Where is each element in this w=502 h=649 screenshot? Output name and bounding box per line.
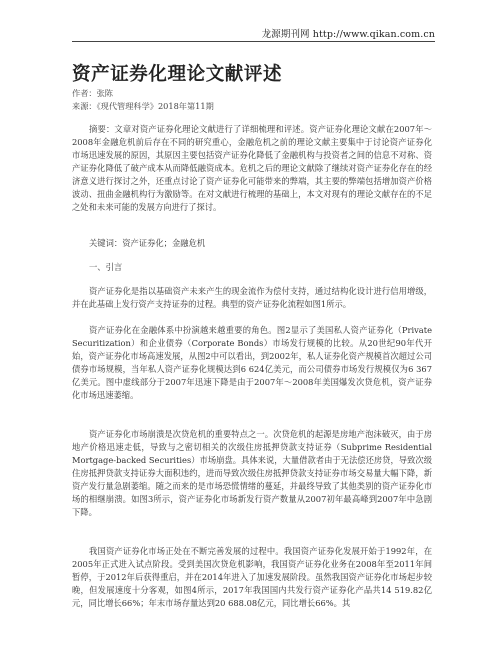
keywords-line: 关键词：资产证券化；金融危机	[89, 238, 206, 248]
body-paragraph-1: 资产证券化是指以基础资产未来产生的现金流作为偿付支持，通过结构化设计进行信用增级，并在此基础上发行资产支持证券的过程。典型的资产证券化流程如图1所示。	[72, 286, 432, 309]
source-line: 来源：《现代管理科学》2018年第11期	[72, 101, 214, 111]
body-paragraph-3: 资产证券化市场崩溃是次贷危机的重要特点之一。次贷危机的起源是房地产泡沫破灭，由于房地产价格迅速走低，导致与之密切相关的次级住房抵押贷款支持证券（Subprime Residential Mortgage-backed Securities）市场崩盘。具体来说，大量借款者由于无法偿还房贷，导致次级住房抵押贷款支持证券大面积违约，进而导致次级住房抵押贷款支持证券市场交易量大幅下降，新资产发行量急剧萎缩。随之而来的是市场恐慌情绪的蔓延，并最终导致了其他类别的资产证券化市场的相继崩溃。如图3所示，资产证券化市场新发行资产数量从2007初年最高峰到2007年中急剧下降。	[72, 429, 432, 517]
header-divider	[72, 41, 435, 42]
journal-site-header: 龙源期刊网 http://www.qikan.com.cn	[261, 29, 435, 40]
section-heading-introduction: 一、引言	[89, 262, 123, 272]
author-line: 作者：张陈	[72, 88, 113, 98]
body-paragraph-2: 资产证券化在金融体系中扮演越来越重要的角色。图2显示了美国私人资产证券化（Private Securitization）和企业债券（Corporate Bonds）市场发行规模的比较。从20世纪90年代开始，资产证券化市场高速发展，从图2中可以看出，到2002年，私人证券化资产规模首次超过公司债券市场规模，当年私人资产证券化规模达到6 624亿美元，而公司债券市场发行规模仅为6 367亿美元。图中虚线部分于2007年迅速下降是由于2007年～2008年美国爆发次贷危机，资产证券化市场迅速萎缩。	[72, 325, 432, 400]
abstract-paragraph: 摘要：文章对资产证券化理论文献进行了详细梳理和评述。资产证券化理论文献在2007年～2008年金融危机前后存在不同的研究重心，金融危机之前的理论文献主要集中于讨论资产证券化市场迅速发展的原因，其原因主要包括资产证券化降低了金融机构与投资者之间的信息不对称、资产证券化降低了破产成本从而降低融资成本。危机之后的理论文献除了继续对资产证券化存在的经济意义进行探讨之外，还重点讨论了资产证券化可能带来的弊端，其主要的弊端包括增加资产价格波动、扭曲金融机构行为激励等。在对文献进行梳理的基础上，本文对现有的理论文献存在的不足之处和未来可能的发展方向进行了探讨。	[72, 124, 432, 212]
body-paragraph-4: 我国资产证券化市场正处在不断完善发展的过程中。我国资产证券化发展开始于1992年，在2005年正式进入试点阶段。受到美国次贷危机影响，我国资产证券化业务在2008年至2011年间暂停，于2012年后获得重启，并在2014年进入了加速发展阶段。虽然我国资产证券化市场起步较晚，但发展速度十分客观，如图4所示，2017年我国国内共发行资产证券化产品共14 519.82亿元，同比增长66%；年末市场存量达到20 688.08亿元，同比增长66%。其	[72, 546, 432, 608]
article-title: 资产证券化理论文献评述	[72, 64, 283, 85]
